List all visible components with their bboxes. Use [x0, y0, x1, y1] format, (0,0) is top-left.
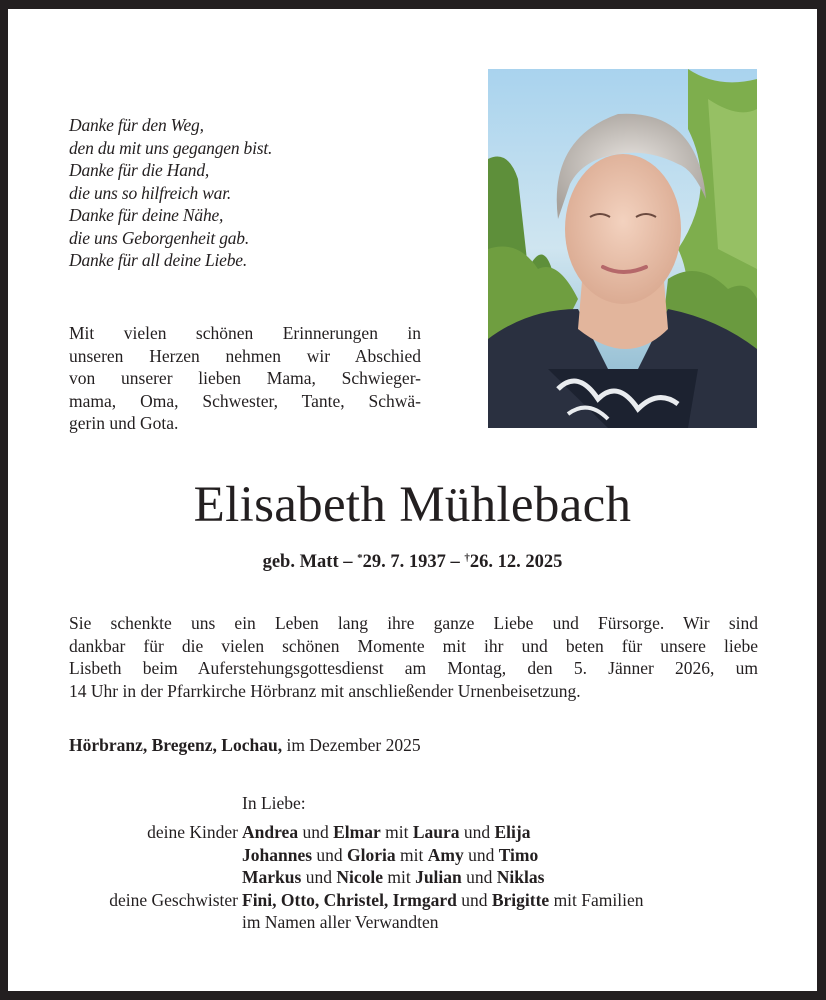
mourner-row — [8, 844, 817, 867]
connector-text: und — [301, 867, 337, 887]
connector-text: im Namen aller Verwandten — [242, 912, 439, 932]
locations: Hörbranz, Bregenz, Lochau, — [69, 735, 283, 755]
body-line: Lisbeth beim Auferstehungsgottesdienst am Montag, den 5. Jänner 2026, um — [69, 658, 758, 678]
mourner-name: Amy — [427, 844, 464, 865]
mourner-names — [242, 911, 438, 934]
maiden-name: geb. Matt — [262, 552, 339, 572]
connector-text: und — [298, 822, 334, 842]
connector-text: und — [456, 889, 492, 910]
mourner-name: Julian — [415, 867, 462, 887]
mourner-names — [242, 844, 538, 867]
mourners-list — [8, 821, 817, 934]
poem-line: die uns Geborgenheit gab. — [69, 227, 250, 248]
mourner-name: Markus — [242, 867, 302, 887]
connector-text: mit — [380, 822, 413, 842]
mourner-row — [8, 911, 817, 934]
announcement-date: im Dezember 2025 — [282, 735, 421, 755]
mourner-name: Gloria — [347, 844, 396, 865]
portrait-image — [488, 69, 757, 428]
poem-line: den du mit uns gegangen bist. — [69, 137, 273, 158]
mourner-names — [242, 821, 530, 844]
connector-text: und — [459, 822, 495, 842]
deceased-name: Elisabeth Mühlebach — [193, 477, 632, 533]
mourner-name: Johannes — [242, 844, 313, 865]
poem-line: die uns so hilfreich war. — [69, 182, 232, 203]
connector-text: mit — [382, 867, 416, 887]
death-date: 26. 12. 2025 — [469, 552, 563, 572]
mourner-names — [242, 866, 544, 889]
obituary-page — [8, 9, 817, 991]
mourner-name: Niklas — [496, 867, 545, 887]
mourner-name: Andrea — [242, 822, 299, 842]
intro-paragraph — [69, 322, 421, 435]
mourner-name: Brigitte — [491, 889, 550, 910]
body-line: dankbar für die vielen schönen Momente mit ihr und beten für unsere liebe — [69, 635, 758, 656]
connector-text: und — [463, 844, 499, 865]
mourner-name: Elija — [494, 822, 531, 842]
poem-line: Danke für deine Nähe, — [69, 205, 224, 225]
mourner-name: Timo — [498, 844, 539, 865]
mourner-name: Elmar — [333, 822, 381, 842]
body-line: 14 Uhr in der Pfarrkirche Hörbranz mit anschließender Urnenbeisetzung. — [69, 680, 581, 701]
poem-line: Danke für die Hand, — [69, 160, 210, 180]
connector-text: mit — [395, 844, 428, 865]
intro-line: gerin und Gota. — [69, 413, 179, 433]
life-dates — [8, 546, 817, 574]
intro-line: unseren Herzen nehmen wir Abschied — [69, 345, 421, 366]
birth-date: 29. 7. 1937 — [362, 552, 446, 572]
mourner-row — [8, 866, 817, 889]
connector-text: und — [312, 844, 348, 865]
poem-line: Danke für den Weg, — [69, 115, 204, 135]
mourner-name: Laura — [412, 822, 460, 842]
mourner-relation-label — [8, 866, 242, 889]
intro-line: Mit vielen schönen Erinnerungen in — [69, 323, 421, 343]
connector-text: mit Familien — [549, 889, 644, 910]
poem-line: Danke für all deine Liebe. — [69, 250, 248, 270]
portrait-photo — [488, 69, 757, 428]
mourner-row — [8, 821, 817, 844]
service-announcement — [69, 612, 758, 702]
in-love-heading: In Liebe: — [242, 793, 306, 813]
mourner-relation-label: deine Geschwister — [109, 889, 238, 910]
mourner-relation-label — [8, 844, 242, 867]
mourner-relation-label: deine Kinder — [147, 822, 238, 842]
death-symbol: † — [464, 552, 470, 564]
mourner-names — [242, 889, 644, 912]
intro-line: von unserer lieben Mama, Schwieger- — [69, 368, 421, 388]
body-line: Sie schenkte uns ein Leben lang ihre ganze Liebe und Fürsorge. Wir sind — [69, 613, 758, 633]
separator: – — [338, 552, 358, 572]
mourner-row — [8, 889, 817, 912]
mourner-relation-label — [8, 911, 242, 934]
connector-text: und — [461, 867, 497, 887]
birth-symbol: * — [357, 552, 363, 564]
poem — [69, 114, 272, 272]
intro-line: mama, Oma, Schwester, Tante, Schwä- — [69, 390, 421, 411]
separator: – — [445, 552, 465, 572]
mourner-name: Nicole — [336, 867, 383, 887]
mourner-name: Fini, Otto, Christel, Irmgard — [242, 889, 457, 910]
place-and-date — [69, 734, 421, 757]
